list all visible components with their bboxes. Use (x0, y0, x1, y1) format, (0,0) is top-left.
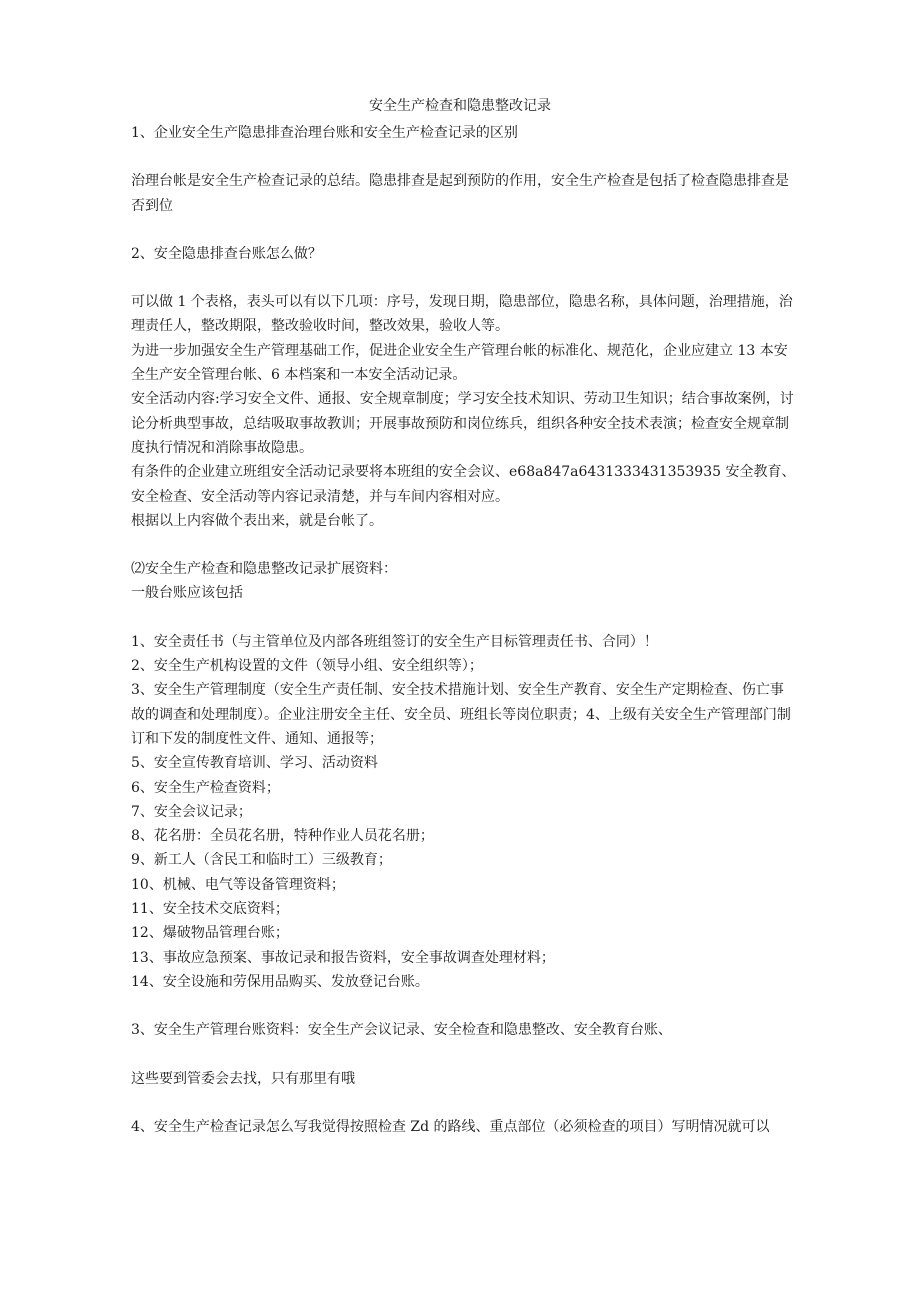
list-item: 12、爆破物品管理台账； (131, 925, 289, 942)
answer-3: 这些要到管委会去找，只有那里有哦 (131, 1070, 355, 1087)
list-item: 9、新工人（含民工和临时工）三级教育； (131, 852, 392, 869)
list-item: 14、安全设施和劳保用品购买、发放登记台账。 (131, 973, 429, 990)
list-item: 13、事故应急预案、事故记录和报告资料，安全事故调查处理材料； (131, 949, 555, 966)
answer-2-paragraph: 有条件的企业建立班组安全活动记录要将本班组的安全会议、e68a847a6431333431353935 安全教育、安全检查、安全活动等内容记录清楚，并与车间内容相对应。 (131, 464, 796, 505)
list-item: 10、机械、电气等设备管理资料； (131, 876, 345, 893)
question-4: 4、安全生产检查记录怎么写我觉得按照检查 Zd 的路线、重点部位（必须检查的项目）写明情况就可以 (131, 1118, 770, 1135)
list-item: 6、安全生产检查资料； (131, 779, 280, 796)
list-item: 11、安全技术交底资料； (131, 901, 289, 918)
answer-2-paragraph: 为进一步加强安全生产管理基础工作，促进企业安全生产管理台帐的标准化、规范化，企业应建立 13 本安全生产安全管理台帐、6 本档案和一本安全活动记录。 (131, 342, 788, 384)
list-item: 7、安全会议记录； (131, 803, 252, 820)
question-1: 1、企业安全生产隐患排查治理台账和安全生产检查记录的区别 (131, 125, 518, 141)
document-title: 安全生产检查和隐患整改记录 (369, 98, 551, 114)
list-item: 8、花名册：全员花名册，特种作业人员花名册； (131, 828, 434, 845)
question-3: 3、安全生产管理台账资料：安全生产会议记录、安全检查和隐患整改、安全教育台账、 (131, 1022, 672, 1039)
extension-heading: ⑵安全生产检查和隐患整改记录扩展资料： (131, 561, 397, 578)
extension-intro: 一般台账应该包括 (131, 585, 243, 602)
list-item: 3、安全生产管理制度（安全生产责任制、安全技术措施计划、安全生产教育、安全生产定期检查、伤亡事故的调查和处理制度）。企业注册安全主任、安全员、班组长等岗位职责；4、上级有关安全生产管理部门制订和下发的制度性文件、通知、通报等； (131, 682, 791, 747)
answer-1: 治理台帐是安全生产检查记录的总结。隐患排查是起到预防的作用，安全生产检查是包括了检查隐患排查是否到位 (131, 173, 789, 214)
answer-2-paragraph: 可以做 1 个表格，表头可以有以下几项：序号，发现日期，隐患部位，隐患名称，具体问题，治理措施，治理责任人，整改期限，整改验收时间，整改效果，验收人等。 (131, 294, 793, 335)
answer-2-paragraph: 根据以上内容做个表出来，就是台帐了。 (131, 512, 383, 529)
answer-2-paragraph: 安全活动内容:学习安全文件、通报、安全规章制度；学习安全技术知识、劳动卫生知识；结合事故案例，讨论分析典型事故，总结吸取事故教训；开展事故预防和岗位练兵，组织各种安全技术表演；检查安全规章制度执行情况和消除事故隐患。 (131, 391, 794, 456)
list-item: 1、安全责任书（与主管单位及内部各班组签订的安全生产目标管理责任书、合同）！ (131, 633, 658, 650)
list-item: 2、安全生产机构设置的文件（领导小组、安全组织等）； (131, 658, 483, 675)
document-body (131, 121, 796, 1139)
question-2: 2、安全隐患排查台账怎么做？ (131, 245, 322, 262)
list-item: 5、安全宣传教育培训、学习、活动资料 (131, 755, 378, 772)
